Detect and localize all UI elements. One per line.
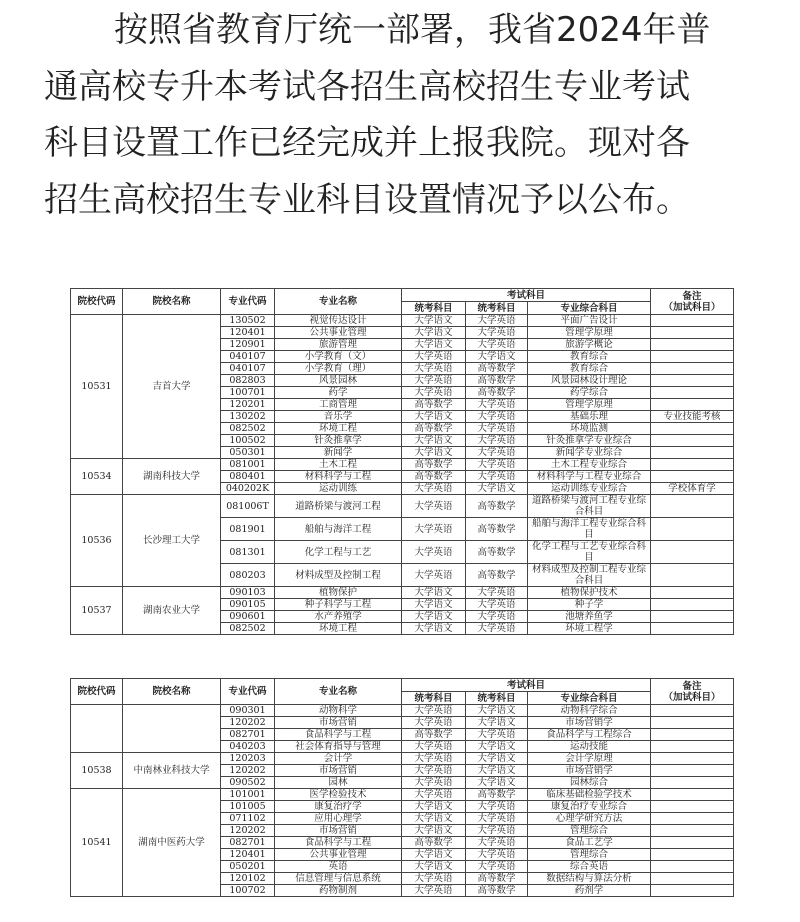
unified-subject-2-cell: 大学英语 bbox=[466, 587, 528, 599]
unified-subject-2-cell: 大学英语 bbox=[466, 599, 528, 611]
table-row bbox=[71, 587, 734, 599]
unified-subject-2-cell: 大学英语 bbox=[466, 327, 528, 339]
major-name-cell: 道路桥梁与渡河工程 bbox=[275, 495, 402, 518]
header-remark-label: 备注 bbox=[682, 680, 702, 692]
unified-subject-1-cell: 大学语文 bbox=[402, 861, 466, 873]
major-name-cell: 小学教育（文） bbox=[275, 351, 402, 363]
header-major-code: 专业代码 bbox=[221, 679, 275, 705]
major-code-cell: 090301 bbox=[221, 705, 275, 717]
major-name-cell: 运动训练 bbox=[275, 483, 402, 495]
major-name-cell: 食品科学与工程 bbox=[275, 729, 402, 741]
major-name-cell: 材料成型及控制工程 bbox=[275, 564, 402, 587]
unified-subject-1-cell: 大学语文 bbox=[402, 339, 466, 351]
unified-subject-1-cell: 大学英语 bbox=[402, 717, 466, 729]
unified-subject-1-cell: 高等数学 bbox=[402, 729, 466, 741]
unified-subject-1-cell: 高等数学 bbox=[402, 399, 466, 411]
major-code-cell: 040107 bbox=[221, 351, 275, 363]
comprehensive-subject-cell: 教育综合 bbox=[528, 351, 651, 363]
remark-cell bbox=[651, 729, 734, 741]
major-name-cell: 小学教育（理） bbox=[275, 363, 402, 375]
unified-subject-1-cell: 大学语文 bbox=[402, 825, 466, 837]
unified-subject-1-cell: 大学语文 bbox=[402, 801, 466, 813]
unified-subject-1-cell: 大学语文 bbox=[402, 849, 466, 861]
unified-subject-2-cell: 高等数学 bbox=[466, 789, 528, 801]
header-major-name: 专业名称 bbox=[275, 289, 402, 315]
subject-table-2 bbox=[70, 678, 734, 897]
remark-cell bbox=[651, 789, 734, 801]
header-unified-1: 统考科目 bbox=[402, 302, 466, 315]
school-name-cell bbox=[123, 705, 221, 753]
intro-line-4: 招生高校招生专业科目设置情况予以公布。 bbox=[44, 179, 690, 220]
major-code-cell: 090105 bbox=[221, 599, 275, 611]
major-name-cell: 药物制剂 bbox=[275, 885, 402, 897]
major-name-cell: 公共事业管理 bbox=[275, 327, 402, 339]
major-code-cell: 130502 bbox=[221, 315, 275, 327]
remark-cell bbox=[651, 327, 734, 339]
school-code-cell: 10538 bbox=[71, 753, 123, 789]
unified-subject-1-cell: 大学英语 bbox=[402, 518, 466, 541]
header-unified-2: 统考科目 bbox=[466, 692, 528, 705]
unified-subject-2-cell: 大学英语 bbox=[466, 315, 528, 327]
school-name-cell: 吉首大学 bbox=[123, 315, 221, 459]
header-row bbox=[71, 289, 734, 302]
major-name-cell: 社会体育指导与管理 bbox=[275, 741, 402, 753]
unified-subject-2-cell: 大学英语 bbox=[466, 423, 528, 435]
major-name-cell: 化学工程与工艺 bbox=[275, 541, 402, 564]
unified-subject-1-cell: 大学英语 bbox=[402, 363, 466, 375]
major-code-cell: 082502 bbox=[221, 623, 275, 635]
major-code-cell: 050201 bbox=[221, 861, 275, 873]
major-code-cell: 081301 bbox=[221, 541, 275, 564]
unified-subject-1-cell: 大学英语 bbox=[402, 541, 466, 564]
unified-subject-2-cell: 大学语文 bbox=[466, 717, 528, 729]
school-name-cell: 长沙理工大学 bbox=[123, 495, 221, 587]
header-unified-2: 统考科目 bbox=[466, 302, 528, 315]
major-code-cell: 080401 bbox=[221, 471, 275, 483]
major-name-cell: 材料科学与工程 bbox=[275, 471, 402, 483]
unified-subject-1-cell: 大学英语 bbox=[402, 375, 466, 387]
school-name-cell: 湖南科技大学 bbox=[123, 459, 221, 495]
major-name-cell: 市场营销 bbox=[275, 765, 402, 777]
major-code-cell: 100502 bbox=[221, 435, 275, 447]
unified-subject-1-cell: 大学语文 bbox=[402, 327, 466, 339]
comprehensive-subject-cell: 环境监测 bbox=[528, 423, 651, 435]
comprehensive-subject-cell: 风景园林设计理论 bbox=[528, 375, 651, 387]
major-code-cell: 050301 bbox=[221, 447, 275, 459]
school-code-cell: 10531 bbox=[71, 315, 123, 459]
header-school-name: 院校名称 bbox=[123, 289, 221, 315]
comprehensive-subject-cell: 教育综合 bbox=[528, 363, 651, 375]
remark-cell bbox=[651, 813, 734, 825]
header-comprehensive: 专业综合科目 bbox=[528, 302, 651, 315]
remark-cell bbox=[651, 471, 734, 483]
unified-subject-2-cell: 大学英语 bbox=[466, 623, 528, 635]
comprehensive-subject-cell: 道路桥梁与渡河工程专业综合科目 bbox=[528, 495, 651, 518]
major-code-cell: 081006T bbox=[221, 495, 275, 518]
remark-cell bbox=[651, 801, 734, 813]
major-code-cell: 130202 bbox=[221, 411, 275, 423]
unified-subject-2-cell: 大学英语 bbox=[466, 825, 528, 837]
major-name-cell: 旅游管理 bbox=[275, 339, 402, 351]
table-row bbox=[71, 753, 734, 765]
remark-cell bbox=[651, 363, 734, 375]
comprehensive-subject-cell: 心理学研究方法 bbox=[528, 813, 651, 825]
major-code-cell: 100702 bbox=[221, 885, 275, 897]
comprehensive-subject-cell: 食品科学与工程综合 bbox=[528, 729, 651, 741]
unified-subject-1-cell: 大学英语 bbox=[402, 564, 466, 587]
major-name-cell: 动物科学 bbox=[275, 705, 402, 717]
major-code-cell: 082803 bbox=[221, 375, 275, 387]
major-code-cell: 082701 bbox=[221, 729, 275, 741]
comprehensive-subject-cell: 康复治疗专业综合 bbox=[528, 801, 651, 813]
unified-subject-2-cell: 高等数学 bbox=[466, 873, 528, 885]
major-name-cell: 市场营销 bbox=[275, 717, 402, 729]
remark-cell bbox=[651, 825, 734, 837]
header-exam-subjects: 考试科目 bbox=[402, 289, 651, 302]
remark-cell bbox=[651, 447, 734, 459]
remark-cell bbox=[651, 741, 734, 753]
header-exam-subjects: 考试科目 bbox=[402, 679, 651, 692]
comprehensive-subject-cell: 园林综合 bbox=[528, 777, 651, 789]
major-code-cell: 040107 bbox=[221, 363, 275, 375]
unified-subject-2-cell: 高等数学 bbox=[466, 375, 528, 387]
major-code-cell: 101001 bbox=[221, 789, 275, 801]
major-code-cell: 120202 bbox=[221, 765, 275, 777]
major-code-cell: 082701 bbox=[221, 837, 275, 849]
remark-cell bbox=[651, 315, 734, 327]
comprehensive-subject-cell: 运动训练专业综合 bbox=[528, 483, 651, 495]
remark-cell bbox=[651, 861, 734, 873]
major-name-cell: 医学检验技术 bbox=[275, 789, 402, 801]
major-name-cell: 土木工程 bbox=[275, 459, 402, 471]
remark-cell bbox=[651, 587, 734, 599]
header-remark bbox=[651, 679, 734, 705]
unified-subject-1-cell: 大学英语 bbox=[402, 351, 466, 363]
major-name-cell: 视觉传达设计 bbox=[275, 315, 402, 327]
unified-subject-1-cell: 大学英语 bbox=[402, 387, 466, 399]
unified-subject-2-cell: 大学英语 bbox=[466, 861, 528, 873]
unified-subject-2-cell: 大学语文 bbox=[466, 741, 528, 753]
unified-subject-2-cell: 大学语文 bbox=[466, 753, 528, 765]
unified-subject-1-cell: 大学语文 bbox=[402, 315, 466, 327]
remark-cell bbox=[651, 717, 734, 729]
remark-cell bbox=[651, 518, 734, 541]
unified-subject-2-cell: 高等数学 bbox=[466, 541, 528, 564]
header-school-code: 院校代码 bbox=[71, 679, 123, 705]
header-school-name: 院校名称 bbox=[123, 679, 221, 705]
comprehensive-subject-cell: 船舶与海洋工程专业综合科目 bbox=[528, 518, 651, 541]
major-code-cell: 120202 bbox=[221, 825, 275, 837]
comprehensive-subject-cell: 市场营销学 bbox=[528, 765, 651, 777]
major-code-cell: 040203 bbox=[221, 741, 275, 753]
comprehensive-subject-cell: 针灸推拿学专业综合 bbox=[528, 435, 651, 447]
header-major-code: 专业代码 bbox=[221, 289, 275, 315]
comprehensive-subject-cell: 食品工艺学 bbox=[528, 837, 651, 849]
remark-cell bbox=[651, 599, 734, 611]
unified-subject-1-cell: 大学语文 bbox=[402, 623, 466, 635]
comprehensive-subject-cell: 土木工程专业综合 bbox=[528, 459, 651, 471]
unified-subject-1-cell: 高等数学 bbox=[402, 471, 466, 483]
remark-cell bbox=[651, 777, 734, 789]
unified-subject-1-cell: 高等数学 bbox=[402, 837, 466, 849]
unified-subject-2-cell: 大学语文 bbox=[466, 705, 528, 717]
major-code-cell: 101005 bbox=[221, 801, 275, 813]
remark-cell bbox=[651, 611, 734, 623]
comprehensive-subject-cell: 材料成型及控制工程专业综合科目 bbox=[528, 564, 651, 587]
comprehensive-subject-cell: 平面广告设计 bbox=[528, 315, 651, 327]
intro-paragraph bbox=[44, 2, 764, 228]
comprehensive-subject-cell: 种子学 bbox=[528, 599, 651, 611]
unified-subject-2-cell: 大学语文 bbox=[466, 765, 528, 777]
unified-subject-2-cell: 高等数学 bbox=[466, 518, 528, 541]
comprehensive-subject-cell: 旅游学概论 bbox=[528, 339, 651, 351]
unified-subject-1-cell: 高等数学 bbox=[402, 459, 466, 471]
unified-subject-2-cell: 大学英语 bbox=[466, 729, 528, 741]
remark-cell bbox=[651, 885, 734, 897]
remark-cell bbox=[651, 541, 734, 564]
unified-subject-1-cell: 高等数学 bbox=[402, 423, 466, 435]
unified-subject-2-cell: 大学英语 bbox=[466, 611, 528, 623]
school-code-cell: 10536 bbox=[71, 495, 123, 587]
unified-subject-2-cell: 高等数学 bbox=[466, 387, 528, 399]
table-row bbox=[71, 315, 734, 327]
school-code-cell bbox=[71, 705, 123, 753]
unified-subject-1-cell: 大学英语 bbox=[402, 495, 466, 518]
intro-line-3: 科目设置工作已经完成并上报我院。现对各 bbox=[44, 123, 690, 163]
remark-cell bbox=[651, 705, 734, 717]
major-name-cell: 风景园林 bbox=[275, 375, 402, 387]
major-name-cell: 康复治疗学 bbox=[275, 801, 402, 813]
major-code-cell: 081901 bbox=[221, 518, 275, 541]
school-code-cell: 10534 bbox=[71, 459, 123, 495]
table-row bbox=[71, 459, 734, 471]
school-code-cell: 10541 bbox=[71, 789, 123, 897]
major-code-cell: 120401 bbox=[221, 849, 275, 861]
major-name-cell: 新闻学 bbox=[275, 447, 402, 459]
unified-subject-2-cell: 大学英语 bbox=[466, 849, 528, 861]
remark-cell bbox=[651, 375, 734, 387]
header-comprehensive: 专业综合科目 bbox=[528, 692, 651, 705]
school-name-cell: 湖南农业大学 bbox=[123, 587, 221, 635]
remark-cell bbox=[651, 849, 734, 861]
comprehensive-subject-cell: 化学工程与工艺专业综合科目 bbox=[528, 541, 651, 564]
comprehensive-subject-cell: 数据结构与算法分析 bbox=[528, 873, 651, 885]
header-unified-1: 统考科目 bbox=[402, 692, 466, 705]
major-name-cell: 食品科学与工程 bbox=[275, 837, 402, 849]
school-code-cell: 10537 bbox=[71, 587, 123, 635]
unified-subject-1-cell: 大学英语 bbox=[402, 741, 466, 753]
major-name-cell: 植物保护 bbox=[275, 587, 402, 599]
major-code-cell: 090502 bbox=[221, 777, 275, 789]
comprehensive-subject-cell: 环境工程学 bbox=[528, 623, 651, 635]
unified-subject-1-cell: 大学英语 bbox=[402, 789, 466, 801]
school-name-cell: 中南林业科技大学 bbox=[123, 753, 221, 789]
major-name-cell: 工商管理 bbox=[275, 399, 402, 411]
comprehensive-subject-cell: 材料科学与工程专业综合 bbox=[528, 471, 651, 483]
unified-subject-1-cell: 大学英语 bbox=[402, 483, 466, 495]
major-name-cell: 英语 bbox=[275, 861, 402, 873]
comprehensive-subject-cell: 运动技能 bbox=[528, 741, 651, 753]
remark-cell bbox=[651, 435, 734, 447]
remark-cell bbox=[651, 765, 734, 777]
remark-cell bbox=[651, 495, 734, 518]
intro-line-1: 按照省教育厅统一部署，我省2024年普 bbox=[114, 10, 711, 50]
comprehensive-subject-cell: 池塘养鱼学 bbox=[528, 611, 651, 623]
major-code-cell: 090103 bbox=[221, 587, 275, 599]
comprehensive-subject-cell: 植物保护技术 bbox=[528, 587, 651, 599]
major-name-cell: 环境工程 bbox=[275, 623, 402, 635]
unified-subject-2-cell: 大学英语 bbox=[466, 447, 528, 459]
unified-subject-2-cell: 大学英语 bbox=[466, 801, 528, 813]
remark-cell bbox=[651, 564, 734, 587]
major-name-cell: 船舶与海洋工程 bbox=[275, 518, 402, 541]
unified-subject-2-cell: 高等数学 bbox=[466, 564, 528, 587]
major-name-cell: 会计学 bbox=[275, 753, 402, 765]
remark-cell bbox=[651, 623, 734, 635]
unified-subject-1-cell: 大学语文 bbox=[402, 447, 466, 459]
unified-subject-1-cell: 大学英语 bbox=[402, 885, 466, 897]
unified-subject-1-cell: 大学语文 bbox=[402, 587, 466, 599]
major-code-cell: 080203 bbox=[221, 564, 275, 587]
unified-subject-1-cell: 大学语文 bbox=[402, 611, 466, 623]
unified-subject-2-cell: 大学英语 bbox=[466, 435, 528, 447]
unified-subject-1-cell: 大学英语 bbox=[402, 765, 466, 777]
remark-cell bbox=[651, 387, 734, 399]
unified-subject-2-cell: 大学英语 bbox=[466, 837, 528, 849]
unified-subject-1-cell: 大学英语 bbox=[402, 753, 466, 765]
major-code-cell: 120401 bbox=[221, 327, 275, 339]
major-name-cell: 针灸推拿学 bbox=[275, 435, 402, 447]
header-remark-label: 备注 bbox=[682, 290, 702, 302]
major-name-cell: 音乐学 bbox=[275, 411, 402, 423]
unified-subject-2-cell: 大学英语 bbox=[466, 459, 528, 471]
comprehensive-subject-cell: 市场营销学 bbox=[528, 717, 651, 729]
header-row bbox=[71, 679, 734, 692]
unified-subject-2-cell: 大学英语 bbox=[466, 399, 528, 411]
comprehensive-subject-cell: 基础乐理 bbox=[528, 411, 651, 423]
header-school-code: 院校代码 bbox=[71, 289, 123, 315]
major-name-cell: 种子科学与工程 bbox=[275, 599, 402, 611]
unified-subject-2-cell: 大学英语 bbox=[466, 411, 528, 423]
comprehensive-subject-cell: 药剂学 bbox=[528, 885, 651, 897]
unified-subject-1-cell: 大学英语 bbox=[402, 873, 466, 885]
remark-cell bbox=[651, 339, 734, 351]
remark-cell bbox=[651, 753, 734, 765]
unified-subject-2-cell: 大学语文 bbox=[466, 483, 528, 495]
table-row bbox=[71, 495, 734, 518]
unified-subject-1-cell: 大学英语 bbox=[402, 705, 466, 717]
remark-cell bbox=[651, 459, 734, 471]
major-code-cell: 120901 bbox=[221, 339, 275, 351]
major-name-cell: 环境工程 bbox=[275, 423, 402, 435]
major-name-cell: 药学 bbox=[275, 387, 402, 399]
comprehensive-subject-cell: 会计学原理 bbox=[528, 753, 651, 765]
remark-cell bbox=[651, 873, 734, 885]
unified-subject-1-cell: 大学英语 bbox=[402, 777, 466, 789]
unified-subject-2-cell: 高等数学 bbox=[466, 363, 528, 375]
comprehensive-subject-cell: 动物科学综合 bbox=[528, 705, 651, 717]
major-code-cell: 081001 bbox=[221, 459, 275, 471]
header-remark-sub: （加试科目） bbox=[663, 301, 721, 313]
unified-subject-1-cell: 大学语文 bbox=[402, 435, 466, 447]
table-row bbox=[71, 705, 734, 717]
unified-subject-1-cell: 大学语文 bbox=[402, 813, 466, 825]
header-remark bbox=[651, 289, 734, 315]
remark-cell bbox=[651, 351, 734, 363]
unified-subject-2-cell: 大学英语 bbox=[466, 813, 528, 825]
major-code-cell: 120203 bbox=[221, 753, 275, 765]
major-name-cell: 园林 bbox=[275, 777, 402, 789]
remark-cell bbox=[651, 837, 734, 849]
unified-subject-2-cell: 高等数学 bbox=[466, 885, 528, 897]
intro-line-2: 通高校专升本考试各招生高校招生专业考试 bbox=[44, 66, 690, 107]
unified-subject-2-cell: 高等数学 bbox=[466, 495, 528, 518]
major-name-cell: 信息管理与信息系统 bbox=[275, 873, 402, 885]
comprehensive-subject-cell: 管理综合 bbox=[528, 849, 651, 861]
comprehensive-subject-cell: 新闻学专业综合 bbox=[528, 447, 651, 459]
unified-subject-2-cell: 大学语文 bbox=[466, 777, 528, 789]
major-code-cell: 100701 bbox=[221, 387, 275, 399]
remark-cell: 专业技能考核 bbox=[651, 411, 734, 423]
major-code-cell: 071102 bbox=[221, 813, 275, 825]
subject-table-1 bbox=[70, 288, 734, 635]
comprehensive-subject-cell: 管理学原理 bbox=[528, 327, 651, 339]
header-major-name: 专业名称 bbox=[275, 679, 402, 705]
major-code-cell: 090601 bbox=[221, 611, 275, 623]
school-name-cell: 湖南中医药大学 bbox=[123, 789, 221, 897]
remark-cell bbox=[651, 423, 734, 435]
unified-subject-2-cell: 大学语文 bbox=[466, 351, 528, 363]
table-row bbox=[71, 789, 734, 801]
major-code-cell: 040202K bbox=[221, 483, 275, 495]
remark-cell: 学校体育学 bbox=[651, 483, 734, 495]
unified-subject-2-cell: 大学英语 bbox=[466, 471, 528, 483]
major-code-cell: 120102 bbox=[221, 873, 275, 885]
comprehensive-subject-cell: 药学综合 bbox=[528, 387, 651, 399]
major-code-cell: 120202 bbox=[221, 717, 275, 729]
remark-cell bbox=[651, 399, 734, 411]
comprehensive-subject-cell: 管理综合 bbox=[528, 825, 651, 837]
major-code-cell: 082502 bbox=[221, 423, 275, 435]
comprehensive-subject-cell: 管理学原理 bbox=[528, 399, 651, 411]
comprehensive-subject-cell: 综合英语 bbox=[528, 861, 651, 873]
major-name-cell: 水产养殖学 bbox=[275, 611, 402, 623]
major-name-cell: 公共事业管理 bbox=[275, 849, 402, 861]
unified-subject-1-cell: 大学语文 bbox=[402, 411, 466, 423]
unified-subject-1-cell: 大学语文 bbox=[402, 599, 466, 611]
header-remark-sub: （加试科目） bbox=[663, 691, 721, 703]
major-code-cell: 120201 bbox=[221, 399, 275, 411]
comprehensive-subject-cell: 临床基础检验学技术 bbox=[528, 789, 651, 801]
major-name-cell: 市场营销 bbox=[275, 825, 402, 837]
unified-subject-2-cell: 大学英语 bbox=[466, 339, 528, 351]
major-name-cell: 应用心理学 bbox=[275, 813, 402, 825]
